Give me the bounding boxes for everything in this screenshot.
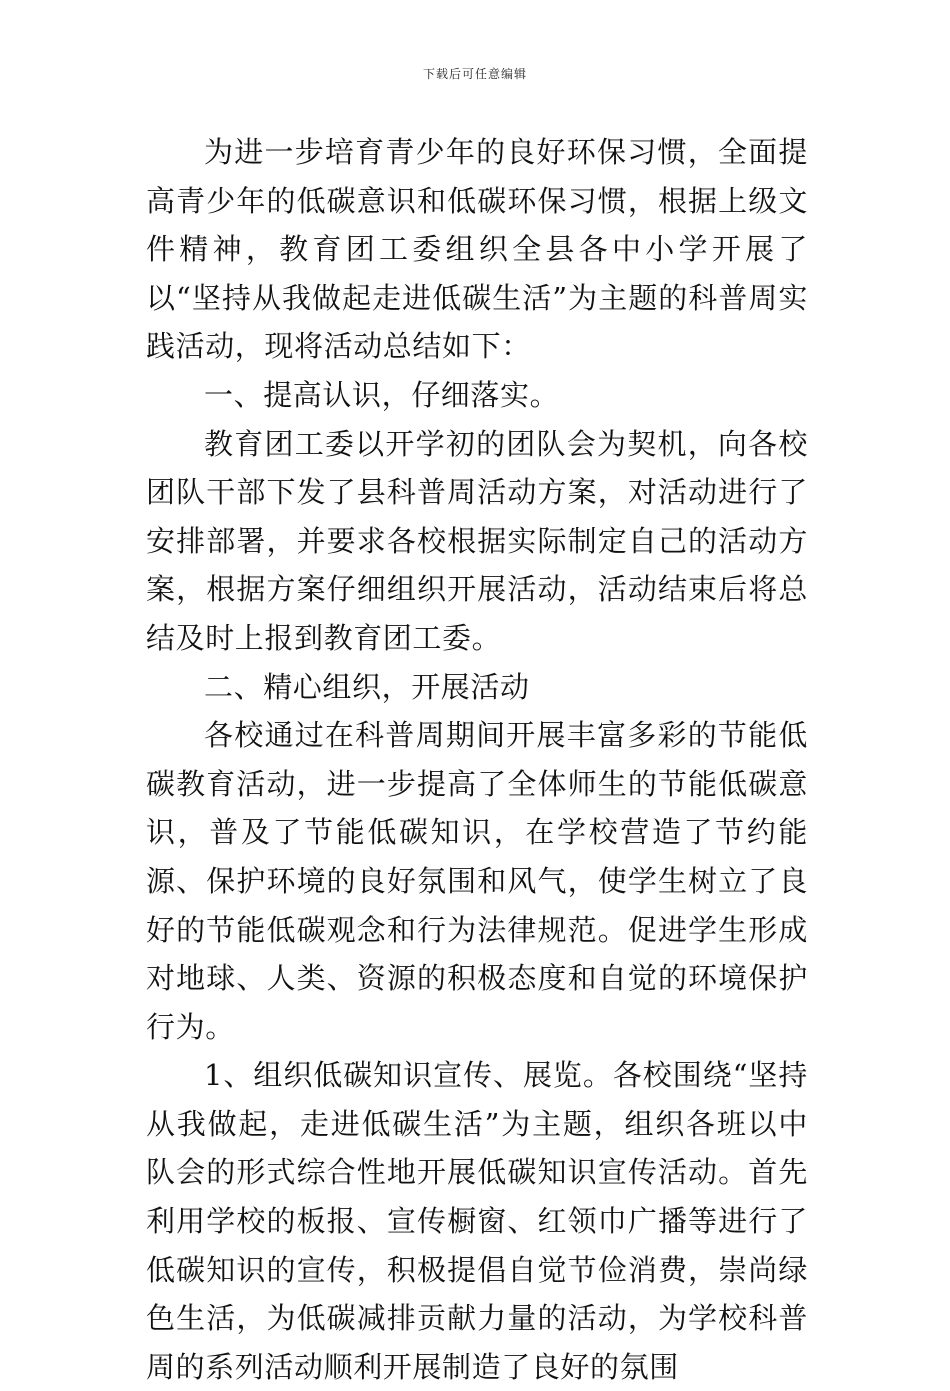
section-2-paragraph: 各校通过在科普周期间开展丰富多彩的节能低碳教育活动，进一步提高了全体师生的节能低碳意识，普及了节能低碳知识，在学校营造了节约能源、保护环境的良好氛围和风气，使学生树立了良好的节能低碳观念和行为法律规范。促进学生形成对地球、人类、资源的积极态度和自觉的环境保护行为。 — [146, 718, 808, 1044]
section-1-paragraph: 教育团工委以开学初的团队会为契机，向各校团队干部下发了县科普周活动方案，对活动进行了安排部署，并要求各校根据实际制定自己的活动方案，根据方案仔细组织开展活动，活动结束后将总结及时上报到教育团工委。 — [146, 426, 808, 655]
item-1-paragraph: 1、组织低碳知识宣传、展览。各校围绕“坚持从我做起，走进低碳生活”为主题，组织各班以中队会的形式综合性地开展低碳知识宣传活动。首先利用学校的板报、宣传橱窗、红领巾广播等进行了低碳知识的宣传，积极提倡自觉节俭消费，崇尚绿色生活，为低碳减排贡献力量的活动，为学校科普周的系列活动顺利开展制造了良好的氛围 — [146, 1058, 808, 1384]
page-header-note: 下载后可任意编辑 — [422, 67, 527, 81]
document-body — [146, 128, 808, 1391]
intro-paragraph: 为进一步培育青少年的良好环保习惯，全面提高青少年的低碳意识和低碳环保习惯，根据上级文件精神，教育团工委组织全县各中小学开展了以“坚持从我做起走进低碳生活”为主题的科普周实践活动，现将活动总结如下： — [146, 135, 808, 364]
section-heading-1: 一、提高认识，仔细落实。 — [204, 377, 560, 412]
section-heading-2: 二、精心组织，开展活动 — [204, 669, 530, 704]
